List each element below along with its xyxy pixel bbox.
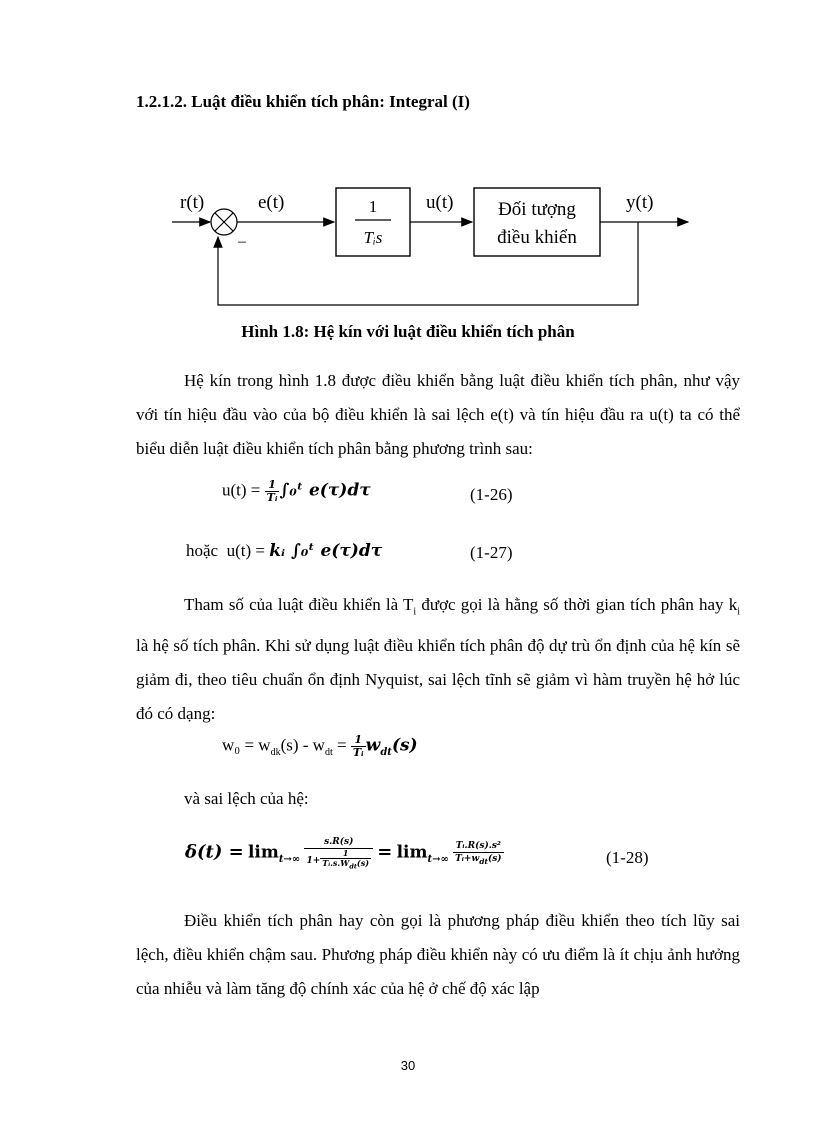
eq4-fraction-2: $\frac{\text{Tᵢ.R(s).s²}}{Tᵢ+w_{dt}(s)}$	[455, 840, 502, 866]
plant-label-line2: điều khiển	[497, 227, 577, 248]
minus-sign: –	[238, 233, 246, 250]
figure-caption: Hình 1.8: Hệ kín với luật điều khiển tích phân	[241, 322, 575, 341]
plant-label-line1: Đối tượng	[498, 199, 576, 220]
signal-r-label: r(t)	[180, 192, 205, 213]
paragraph-2: Tham số của luật điều khiển là $T_i$ được gọi là hằng số thời gian tích phân hay $k_i$ là hệ số tích phân. Khi sử dụng luật điều khiển tích phân độ dự trù ổn định của hệ kín sẽ giảm đi, theo tiêu chuẩn ổn định Nyquist, sai lệch tĩnh sẽ giảm vì hàm truyền hệ hở lúc đó có dạng:	[136, 595, 740, 724]
equation-1-27	[186, 541, 382, 561]
paragraph-1-text: Hệ kín trong hình 1.8 được điều khiển bằng luật điều khiển tích phân, như vậy với tín hiệu đầu vào của bộ điều khiển là sai lệch e(t) và tín hiệu đầu ra u(t) ta có thể biểu diễn luật điều khiển tích phân bằng phương trình sau:	[136, 371, 740, 458]
eq1-number: (1-26)	[470, 485, 513, 504]
eq2-lhs: u(t) =	[226, 541, 265, 560]
paragraph-4-text: Điều khiển tích phân hay còn gọi là phương pháp điều khiển theo tích lũy sai lệch, điều khiển chậm sau. Phương pháp điều khiển này có ưu điểm là ít chịu ảnh hưởng của nhiễu và làm tăng độ chính xác của hệ ở chế độ xác lập	[136, 911, 740, 998]
integrator-numerator: 1	[368, 197, 378, 216]
equation-1-26	[222, 479, 371, 504]
paragraph-3: và sai lệch của hệ:	[184, 789, 309, 808]
paragraph-4	[136, 904, 740, 1006]
equation-open-loop: $w_0 = w_{dk}(s) - w_{dt}$ = $\frac{1}{\text{Tᵢ}}$ $w_{dt}(s)$	[222, 733, 418, 759]
eq2-number: (1-27)	[470, 543, 513, 562]
eq4-number: (1-28)	[606, 848, 649, 867]
page-number: 30	[400, 1058, 416, 1073]
eq1-integral: ∫₀ᵗ e(τ)dτ	[279, 480, 371, 501]
eq1-fraction: $\frac{1}{\text{Tᵢ}}$	[266, 478, 278, 504]
eq3-fraction: $\frac{1}{\text{Tᵢ}}$	[352, 733, 364, 759]
signal-u-label: u(t)	[426, 192, 454, 213]
integrator-denominator: Tᵢs	[363, 228, 383, 247]
signal-e-label: e(t)	[258, 192, 285, 213]
summing-junction-icon	[211, 209, 237, 235]
eq1-lhs: u(t) =	[222, 480, 261, 500]
signal-y-label: y(t)	[626, 192, 654, 213]
eq2-integral: kᵢ ∫₀ᵗ e(τ)dτ	[269, 541, 383, 561]
eq4-fraction-1: s.R(s) 1+ $\frac{1}{Tᵢ.s.W_{dt}(s)}$	[304, 836, 373, 872]
eq2-prefix: hoặc	[186, 541, 219, 560]
paragraph-1	[136, 364, 740, 466]
equation-1-28: $\delta(t) = \lim_{t\to\infty}$ s.R(s) 1+ $\frac{1}{Tᵢ.s.W_{dt}(s)}$ = $\lim_{t\to\infty}$ $\frac{\text{Tᵢ.R(s).s²}}{Tᵢ+w_{dt}(s)}$	[185, 837, 502, 871]
section-heading: 1.2.1.2. Luật điều khiển tích phân: Integral (I)	[136, 92, 470, 111]
block-diagram	[160, 180, 700, 315]
